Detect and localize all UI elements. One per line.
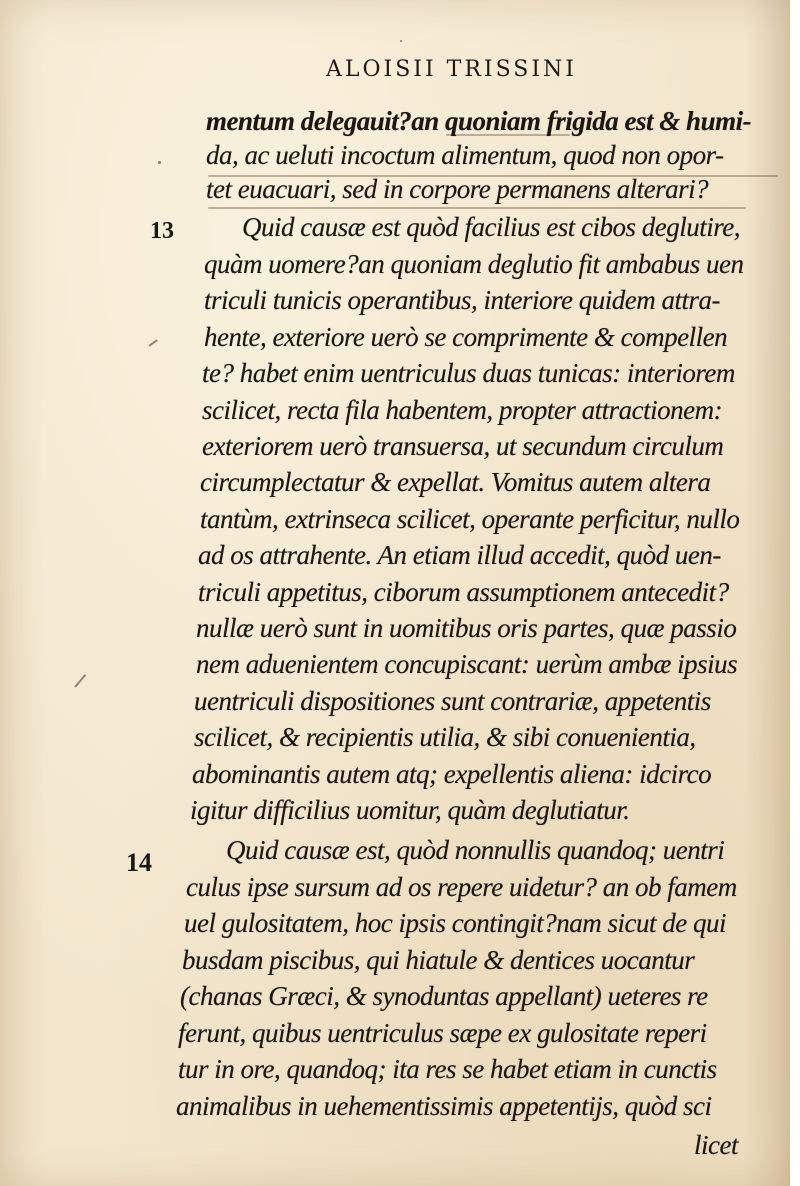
margin-number-14: 14 [126, 848, 152, 877]
text-line: Quid causæ est, quòd nonnullis quandoq; uentri [226, 835, 725, 865]
text-line: triculi appetitus, ciborum assumptionem antecedit? [198, 577, 729, 607]
pencil-underline [208, 207, 746, 209]
text-line: te? habet enim uentriculus duas tunicas: interiorem [202, 358, 735, 388]
text-line: scilicet, recta fila habentem, propter attractionem: [202, 395, 723, 425]
text-line: mentum delegauit?an quoniam frigida est & humi- [206, 106, 752, 136]
text-line: animalibus in uehementissimis appetentijs, quòd sci [176, 1091, 712, 1121]
text-line: licet [694, 1130, 738, 1160]
text-line: da, ac ueluti incoctum alimentum, quod non opor- [206, 140, 724, 170]
text-line: tantùm, extrinseca scilicet, operante perficitur, nullo [200, 504, 740, 534]
text-line: abominantis autem atq; expellentis aliena: idcirco [192, 759, 712, 789]
text-line: (chanas Græci, & synoduntas appellant) ueteres re [180, 981, 708, 1011]
text-line: Quid causæ est quòd facilius est cibos deglutire, [242, 212, 740, 242]
text-line: exteriorem uerò transuersa, ut secundum circulum [202, 431, 724, 461]
text-line: nullæ uerò sunt in uomitibus oris partes, quæ passio [196, 613, 737, 643]
text-line: scilicet, & recipientis utilia, & sibi conuenientia, [194, 722, 696, 752]
text-line: busdam piscibus, qui hiatule & dentices uocantur [182, 945, 695, 975]
text-line: quàm uomere?an quoniam deglutio fit ambabus uen [204, 249, 744, 279]
text-line: ad os attrahente. An etiam illud accedit, quòd uen- [198, 540, 721, 570]
text-line: hente, exteriore uerò se comprimente & compellen [204, 322, 728, 352]
margin-ink-mark [148, 339, 157, 346]
text-line: circumplectatur & expellat. Vomitus autem altera [200, 467, 711, 497]
text-line: ferunt, quibus uentriculus sæpe ex gulositate reperi [178, 1018, 707, 1048]
scan-border [790, 0, 800, 1186]
text-line: uentriculi dispositiones sunt contrariæ, appetentis [194, 686, 711, 716]
text-line: tur in ore, quandoq; ita res se habet etiam in cunctis [178, 1054, 717, 1084]
text-line: tet euacuari, sed in corpore permanens alterari? [206, 174, 709, 204]
margin-ink-mark [74, 674, 85, 687]
text-line: nem aduenientem concupiscant: uerùm ambæ ipsius [196, 649, 738, 679]
text-line: igitur difficilius uomitur, quàm deglutiatur. [190, 795, 630, 825]
margin-speck [158, 161, 161, 164]
margin-speck [400, 40, 402, 42]
text-line: uel gulositatem, hoc ipsis contingit?nam sicut de qui [184, 908, 726, 938]
running-head: ALOISII TRISSINI [326, 57, 577, 82]
text-line: culus ipse sursum ad os repere uidetur? an ob famem [186, 872, 737, 902]
text-line: triculi tunicis operantibus, interiore quidem attra- [204, 285, 720, 315]
margin-number-13: 13 [150, 218, 174, 244]
